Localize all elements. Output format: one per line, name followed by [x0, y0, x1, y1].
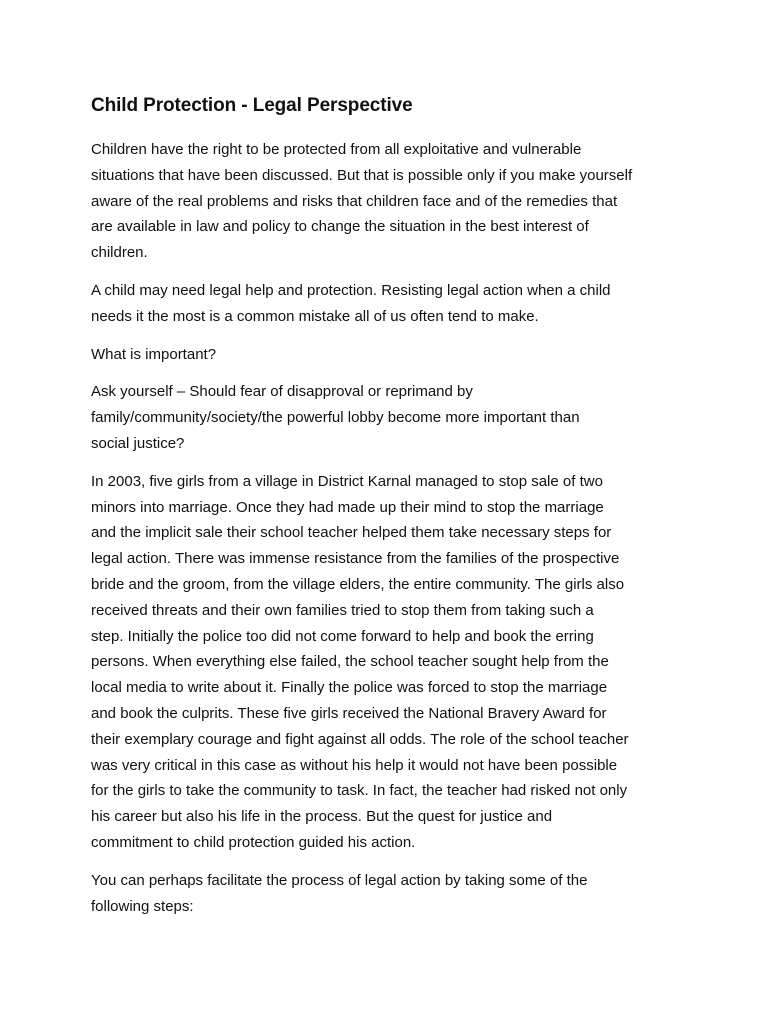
- text-line: his career but also his life in the process. But the quest for justice and: [91, 808, 553, 826]
- paragraph-karnal-case: [91, 469, 691, 856]
- text-line: needs it the most is a common mistake all of us often tend to make.: [91, 307, 539, 325]
- text-line: their exemplary courage and fight against all odds. The role of the school teacher: [91, 730, 629, 748]
- text-line: following steps:: [91, 897, 194, 915]
- text-line: A child may need legal help and protection. Resisting legal action when a child: [91, 281, 611, 299]
- text-line: Ask yourself – Should fear of disapproval or reprimand by: [91, 383, 473, 401]
- text-line: children.: [91, 244, 148, 262]
- paragraph-next-steps: [91, 868, 691, 920]
- text-line: persons. When everything else failed, the school teacher sought help from the: [91, 653, 609, 671]
- text-line: for the girls to take the community to task. In fact, the teacher had risked not only: [91, 782, 628, 800]
- text-line: You can perhaps facilitate the process of legal action by taking some of the: [91, 871, 588, 889]
- text-line: step. Initially the police too did not come forward to help and book the erring: [91, 627, 594, 645]
- text-line: was very critical in this case as without his help it would not have been possible: [91, 756, 618, 774]
- text-line: bride and the groom, from the village elders, the entire community. The girls also: [91, 575, 625, 593]
- text-line: commitment to child protection guided his action.: [91, 833, 416, 851]
- document-title: Child Protection - Legal Perspective: [91, 95, 413, 116]
- text-line: are available in law and policy to change the situation in the best interest of: [91, 218, 589, 236]
- text-line: social justice?: [91, 434, 185, 452]
- paragraph-legal-help: [91, 278, 691, 330]
- text-line: local media to write about it. Finally the police was forced to stop the marriage: [91, 679, 608, 697]
- text-line: aware of the real problems and risks that children face and of the remedies that: [91, 192, 618, 210]
- text-line: and the implicit sale their school teacher helped them take necessary steps for: [91, 524, 612, 542]
- text-line: What is important?: [91, 345, 217, 363]
- document-page: [91, 92, 691, 931]
- text-line: and book the culprits. These five girls received the National Bravery Award for: [91, 704, 607, 722]
- text-line: legal action. There was immense resistance from the families of the prospective: [91, 550, 620, 568]
- text-line: minors into marriage. Once they had made up their mind to stop the marriage: [91, 498, 604, 516]
- paragraph-ask-yourself: [91, 379, 691, 456]
- text-line: family/community/society/the powerful lobby become more important than: [91, 409, 580, 427]
- paragraph-question: [91, 342, 691, 368]
- text-line: received threats and their own families tried to stop them from taking such a: [91, 601, 594, 619]
- text-line: situations that have been discussed. But that is possible only if you make yourself: [91, 166, 633, 184]
- paragraph-rights: [91, 137, 691, 266]
- text-line: In 2003, five girls from a village in District Karnal managed to stop sale of two: [91, 472, 603, 490]
- text-line: Children have the right to be protected from all exploitative and vulnerable: [91, 141, 582, 158]
